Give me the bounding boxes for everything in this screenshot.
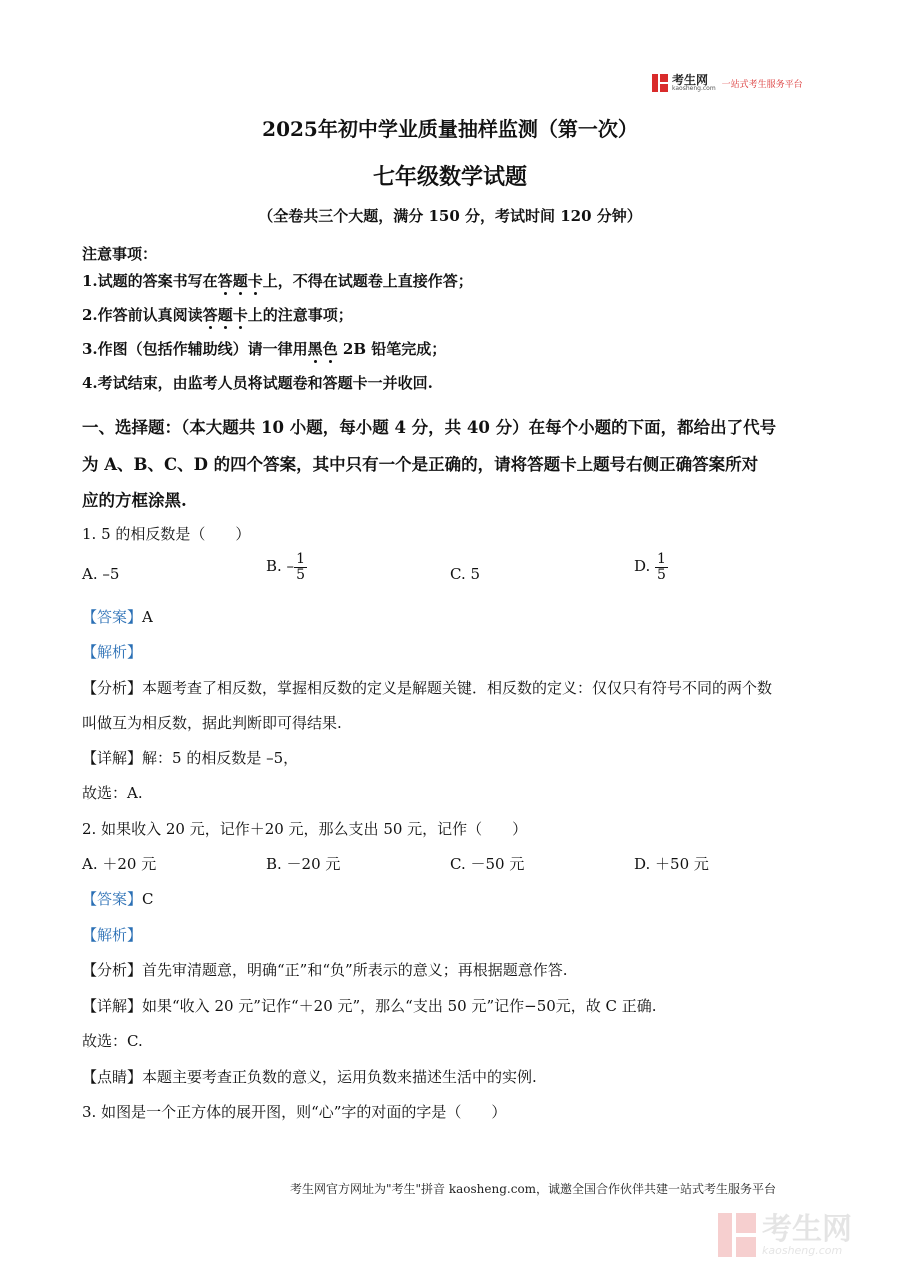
q2-fenxi: 【分析】首先审清题意，明确“正”和“负”所表示的意义；再根据题意作答. — [82, 961, 568, 979]
q2-option-b: B. －20 元 — [266, 855, 341, 873]
q1-fenxi-1: 【分析】本题考查了相反数，掌握相反数的定义是解题关键．相反数的定义：仅仅只有符号不同的两个数 — [82, 679, 773, 697]
note-4: 4.考试结束，由监考人员将试题卷和答题卡一并收回. — [82, 374, 433, 392]
q2-option-c: C. －50 元 — [450, 855, 525, 873]
kaosheng-logo-icon — [652, 74, 668, 92]
footer-text: 考生网官方网址为"考生"拼音 kaosheng.com，诚邀全国合作伙伴共建一站式考生服务平台 — [290, 1182, 777, 1196]
watermark-logo-icon — [718, 1213, 756, 1257]
brand-url: kaosheng.com — [672, 85, 716, 92]
watermark — [718, 1212, 878, 1258]
note-3-emphasis: 黑色 — [307, 340, 338, 358]
q2-analysis — [82, 924, 142, 945]
q1-analysis — [82, 641, 142, 662]
q2-choose: 故选：C. — [82, 1032, 143, 1050]
fenxi-tag: 【分析】 — [82, 961, 143, 979]
exam-title: 2025年初中学业质量抽样监测（第一次） — [262, 117, 638, 141]
brand-slogan: 一站式考生服务平台 — [721, 79, 803, 90]
watermark-url: kaosheng.com — [762, 1243, 843, 1257]
q2-option-d: D. ＋50 元 — [634, 855, 709, 873]
section-1-line-2: 为 A、B、C、D 的四个答案，其中只有一个是正确的，请将答题卡上题号右侧正确答案所对 — [82, 455, 759, 474]
brand-name: 考生网 — [672, 73, 709, 87]
q1-fenxi-2: 叫做互为相反数，据此判断即可得结果. — [82, 714, 342, 732]
q2-option-a: A. ＋20 元 — [82, 855, 157, 873]
fenxi-tag: 【分析】 — [82, 679, 143, 697]
analysis-tag: 【解析】 — [82, 926, 143, 944]
q1-option-c: C. 5 — [450, 565, 481, 583]
header-brand — [652, 72, 822, 94]
q2-answer: 【答案】C — [82, 890, 154, 908]
answer-tag: 【答案】 — [82, 890, 143, 908]
q1-stem: 1. 5 的相反数是（ ） — [82, 525, 251, 543]
q1-option-d-fraction: $\frac{1}{5}$ — [657, 551, 666, 583]
q1-choose: 故选：A. — [82, 784, 143, 802]
note-2-emphasis: 答题卡 — [202, 306, 248, 324]
q1-detail: 【详解】解：5 的相反数是 –5， — [82, 749, 299, 767]
q1-option-d: D. $\frac{1}{5}$ — [634, 551, 666, 583]
section-1-line-3: 应的方框涂黑. — [82, 491, 187, 510]
q1-option-a: A. –5 — [82, 565, 120, 583]
note-1: 1.试题的答案书写在答题卡上，不得在试题卷上直接作答； — [82, 272, 473, 290]
analysis-tag: 【解析】 — [82, 643, 143, 661]
detail-tag: 【详解】 — [82, 749, 143, 767]
exam-subtitle: 七年级数学试题 — [372, 164, 527, 190]
exam-info: （全卷共三个大题，满分 150 分，考试时间 120 分钟） — [258, 207, 642, 225]
answer-tag: 【答案】 — [82, 608, 143, 626]
q1-answer: 【答案】A — [82, 608, 153, 626]
q2-dianjing: 【点睛】本题主要考查正负数的意义，运用负数来描述生活中的实例. — [82, 1068, 537, 1086]
dianjing-tag: 【点睛】 — [82, 1068, 143, 1086]
q3-stem: 3. 如图是一个正方体的展开图，则“心”字的对面的字是（ ） — [82, 1103, 507, 1121]
note-1-emphasis: 答题卡 — [217, 272, 263, 290]
note-3: 3.作图（包括作辅助线）请一律用黑色 2B 铅笔完成； — [82, 340, 447, 358]
note-2: 2.作答前认真阅读答题卡上的注意事项； — [82, 306, 353, 324]
q2-detail: 【详解】如果“收入 20 元”记作“＋20 元”，那么“支出 50 元”记作−50元，故 C 正确. — [82, 997, 657, 1015]
q1-option-b-fraction: $\frac{1}{5}$ — [296, 551, 305, 583]
section-1-line-1: 一、选择题：（本大题共 10 小题，每小题 4 分，共 40 分）在每个小题的下面，都给出了代号 — [82, 418, 777, 437]
q2-stem: 2. 如果收入 20 元，记作＋20 元，那么支出 50 元，记作（ ） — [82, 820, 528, 838]
detail-tag: 【详解】 — [82, 997, 143, 1015]
q1-option-b: B. – $\frac{1}{5}$ — [266, 551, 305, 583]
notes-heading: 注意事项： — [82, 245, 158, 263]
watermark-name: 考生网 — [762, 1211, 852, 1247]
